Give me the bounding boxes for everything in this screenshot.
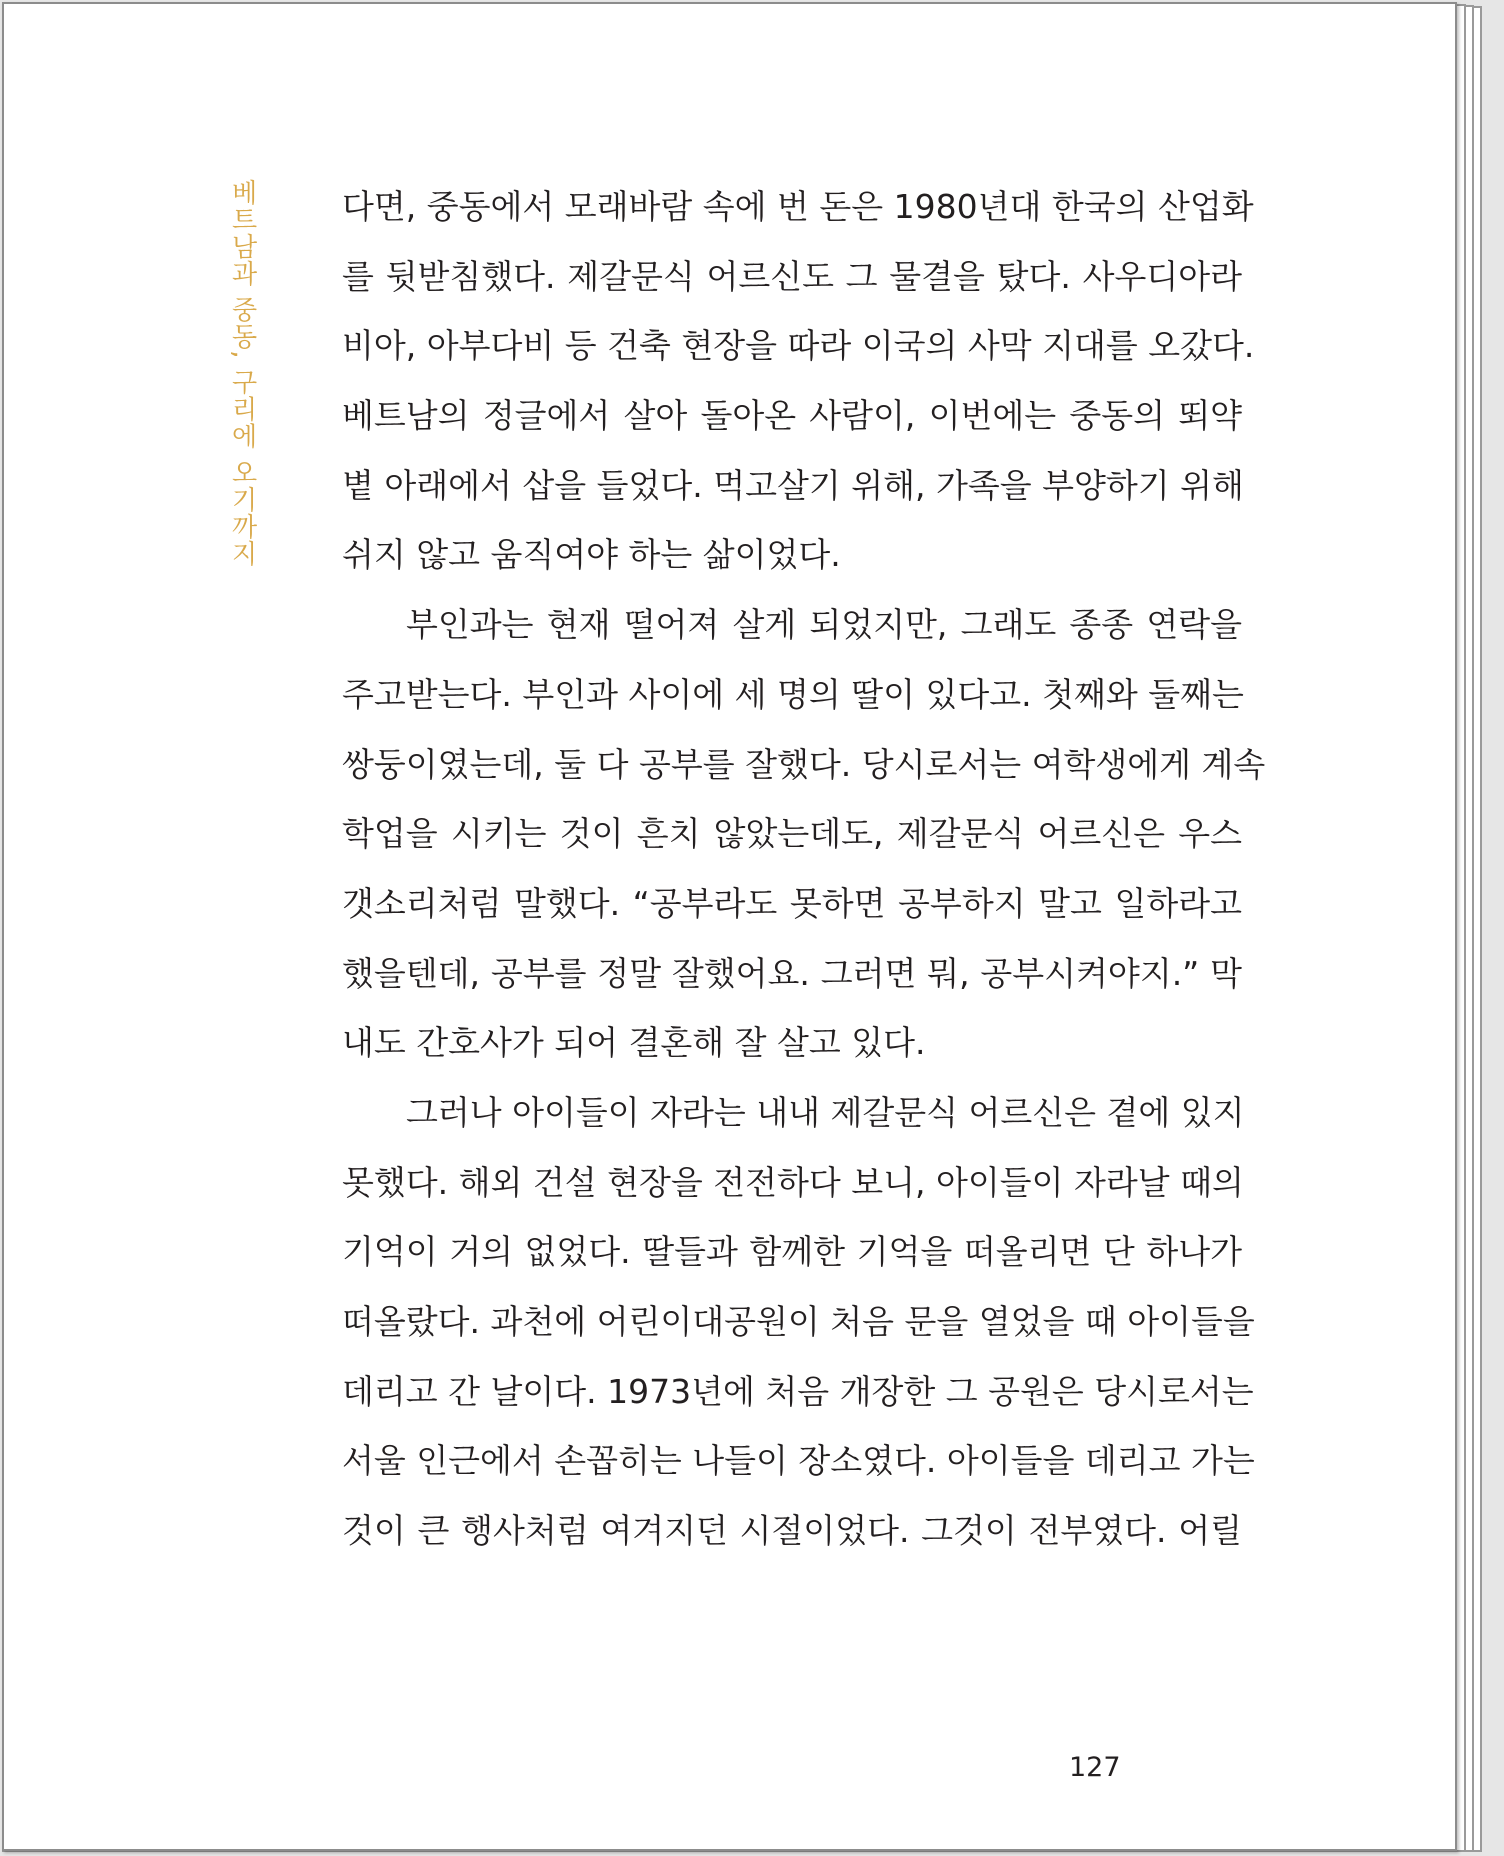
- text-line: 주고받는다. 부인과 사이에 세 명의 딸이 있다고. 첫째와 둘째는: [342, 674, 1244, 714]
- text-line: 기억이 거의 없었다. 딸들과 함께한 기억을 떠올리면 단 하나가: [342, 1232, 1242, 1272]
- text-line: 학업을 시키는 것이 흔치 않았는데도, 제갈문식 어르신은 우스: [342, 814, 1242, 854]
- running-head: 베트남과 중동, 구리에 오기까지: [227, 179, 257, 568]
- page-number: 127: [1069, 1752, 1121, 1783]
- text-line: 내도 간호사가 되어 결혼해 잘 살고 있다.: [342, 1023, 926, 1063]
- text-line: 것이 큰 행사처럼 여겨지던 시절이었다. 그것이 전부였다. 어릴: [342, 1511, 1242, 1551]
- text-line: 쉬지 않고 움직여야 하는 삶이었다.: [342, 535, 841, 575]
- book-page: [2, 2, 1457, 1851]
- text-line: 쌍둥이였는데, 둘 다 공부를 잘했다. 당시로서는 여학생에게 계속: [342, 744, 1266, 784]
- text-line: 베트남의 정글에서 살아 돌아온 사람이, 이번에는 중동의 뙤약: [342, 396, 1242, 436]
- text-line: 볕 아래에서 삽을 들었다. 먹고살기 위해, 가족을 부양하기 위해: [342, 465, 1244, 505]
- text-line: 서울 인근에서 손꼽히는 나들이 장소였다. 아이들을 데리고 가는: [342, 1441, 1255, 1481]
- text-line: 부인과는 현재 떨어져 살게 되었지만, 그래도 종종 연락을: [406, 605, 1242, 645]
- text-line: 못했다. 해외 건설 현장을 전전하다 보니, 아이들이 자라날 때의: [342, 1162, 1244, 1202]
- text-line: 비아, 아부다비 등 건축 현장을 따라 이국의 사막 지대를 오갔다.: [342, 326, 1255, 366]
- text-line: 떠올랐다. 과천에 어린이대공원이 처음 문을 열었을 때 아이들을: [342, 1302, 1255, 1341]
- text-line: 그러나 아이들이 자라는 내내 제갈문식 어르신은 곁에 있지: [406, 1092, 1245, 1132]
- text-line: 데리고 간 날이다. 1973년에 처음 개장한 그 공원은 당시로서는: [342, 1371, 1254, 1411]
- text-line: 했을텐데, 공부를 정말 잘했어요. 그러면 뭐, 공부시켜야지.” 막: [342, 953, 1242, 993]
- body-text: [342, 172, 1266, 1566]
- text-line: 다면, 중동에서 모래바람 속에 번 돈은 1980년대 한국의 산업화: [342, 187, 1254, 226]
- text-line: 갯소리처럼 말했다. “공부라도 못하면 공부하지 말고 일하라고: [342, 883, 1242, 923]
- text-line: 를 뒷받침했다. 제갈문식 어르신도 그 물결을 탔다. 사우디아라: [342, 256, 1242, 296]
